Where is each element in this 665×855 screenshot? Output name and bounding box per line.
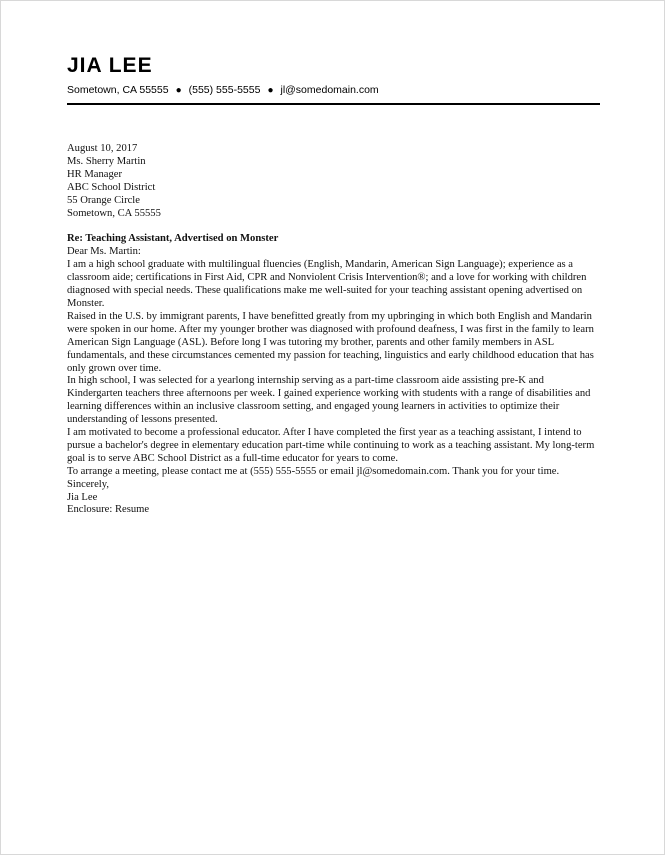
sender-name: JIA LEE <box>67 54 153 77</box>
body-paragraph: I am motivated to become a professional educator. After I have completed the first year as a teaching assistant, I intend to pursue a bachelor's degree in elementary education part-time while continuing to work as a teaching assistant. My long-term goal is to serve ABC School District as a full-time educator for years to come. <box>67 427 595 464</box>
recipient-address <box>67 156 602 221</box>
salutation: Dear Ms. Martin: <box>67 246 141 258</box>
closing: Sincerely, <box>67 478 109 490</box>
sender-email: jl@somedomain.com <box>280 84 379 96</box>
recipient-organization: ABC School District <box>67 181 156 193</box>
body-paragraph: Raised in the U.S. by immigrant parents, I have benefitted greatly from my upbringing in which both English and Mandarin were spoken in our home. After my younger brother was diagnosed with profound deafness, I was first in the family to learn American Sign Language (ASL). Before long I was tutoring my brother, parents and other family members in ASL fundamentals, and these circumstances cemented my passion for teaching, linguistics and early childhood education that has only grown over time. <box>67 310 594 374</box>
signature-name: Jia Lee <box>67 491 98 503</box>
sender-phone: (555) 555-5555 <box>188 84 261 96</box>
recipient-street: 55 Orange Circle <box>67 194 140 206</box>
bullet-separator: ● <box>267 85 274 96</box>
body-paragraph: To arrange a meeting, please contact me at (555) 555-5555 or email jl@somedomain.com. Thank you for your time. <box>67 465 560 477</box>
sender-city: Sometown, CA 55555 <box>67 84 169 96</box>
letter-date: August 10, 2017 <box>67 143 138 154</box>
bullet-separator: ● <box>175 85 182 96</box>
recipient-city: Sometown, CA 55555 <box>67 207 161 219</box>
header-rule <box>67 103 600 105</box>
contact-line <box>67 83 600 98</box>
recipient-title: HR Manager <box>67 168 123 180</box>
letterhead <box>67 54 600 105</box>
body-paragraph: In high school, I was selected for a yearlong internship serving as a part-time classroom aide assisting pre-K and Kindergarten teachers three afternoons per week. I gained experience working with students with a range of disabilities and learning differences within an inclusive classroom setting, and engaged young learners in activities to optimize their understanding of lessons presented. <box>67 375 591 426</box>
recipient-name: Ms. Sherry Martin <box>67 155 146 167</box>
enclosure-line: Enclosure: Resume <box>67 504 150 516</box>
letter-body <box>67 143 602 517</box>
re-line: Re: Teaching Assistant, Advertised on Monster <box>67 233 279 245</box>
body-paragraph: I am a high school graduate with multilingual fluencies (English, Mandarin, American Sign Language); experience as a classroom aide; certifications in First Aid, CPR and Nonviolent Crisis Intervention®; and a love for working with children diagnosed with special needs. These qualifications make me well-suited for your teaching assistant opening advertised on Monster. <box>67 259 587 309</box>
